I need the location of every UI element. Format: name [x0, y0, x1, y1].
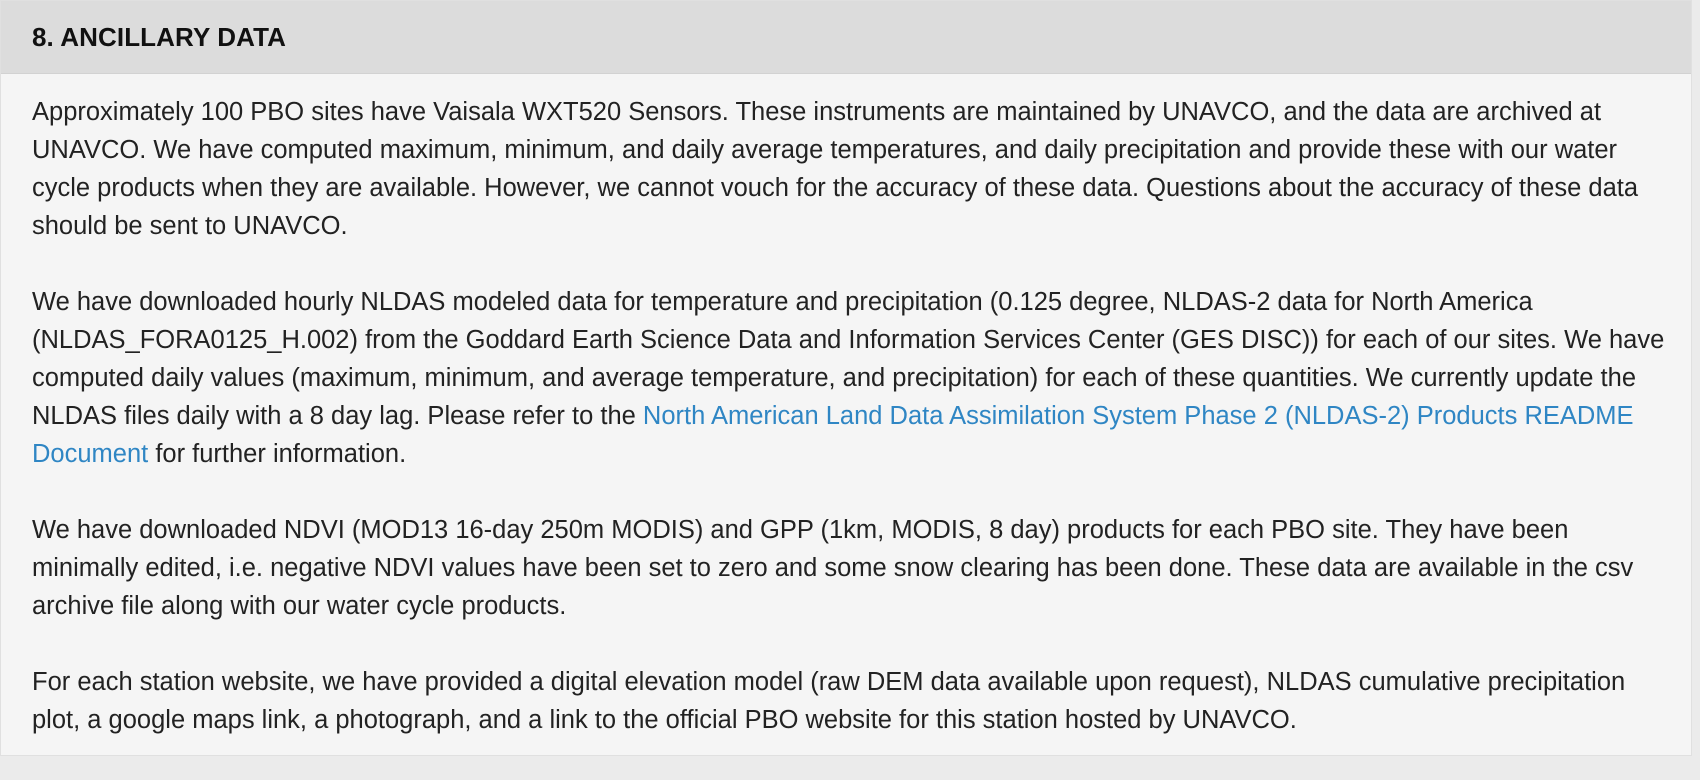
paragraph-nldas-text-before: We have downloaded hourly NLDAS modeled data for temperature and precipitation (0.125 degree, NLDAS-2 data for North America (NLDAS_FORA0125_H.002) from the Goddard Earth Science Data and Information Services Center (GES DISC)) for each of our sites. We have computed daily values (maximum, minimum, and average temperature, and precipitation) for each of these quantities. We currently update the NLDAS files daily with a 8 day lag. Please refer to the [32, 288, 1665, 430]
paragraph-station-website: For each station website, we have provided a digital elevation model (raw DEM data available upon request), NLDAS cumulative precipitation plot, a google maps link, a photograph, and a link to the official PBO website for this station hosted by UNAVCO. [32, 668, 1626, 734]
paragraph-ndvi-gpp: We have downloaded NDVI (MOD13 16-day 250m MODIS) and GPP (1km, MODIS, 8 day) products for each PBO site. They have been minimally edited, i.e. negative NDVI values have been set to zero and some snow clearing has been done. These data are available in the csv archive file along with our water cycle products. [32, 516, 1634, 620]
panel-header [1, 1, 1691, 74]
paragraph-nldas-text-after: for further information. [148, 440, 407, 468]
paragraph-weather-sensors: Approximately 100 PBO sites have Vaisala WXT520 Sensors. These instruments are maintained by UNAVCO, and the data are archived at UNAVCO. We have computed maximum, minimum, and daily average temperatures, and daily precipitation and provide these with our water cycle products when they are available. However, we cannot vouch for the accuracy of these data. Questions about the accuracy of these data should be sent to UNAVCO. [32, 98, 1639, 240]
nldas-readme-link[interactable]: North American Land Data Assimilation System Phase 2 (NLDAS-2) Products README Document [32, 402, 1634, 468]
paragraph-nldas [32, 283, 1672, 473]
panel-body [1, 74, 1691, 739]
section-title: 8. ANCILLARY DATA [32, 21, 286, 52]
